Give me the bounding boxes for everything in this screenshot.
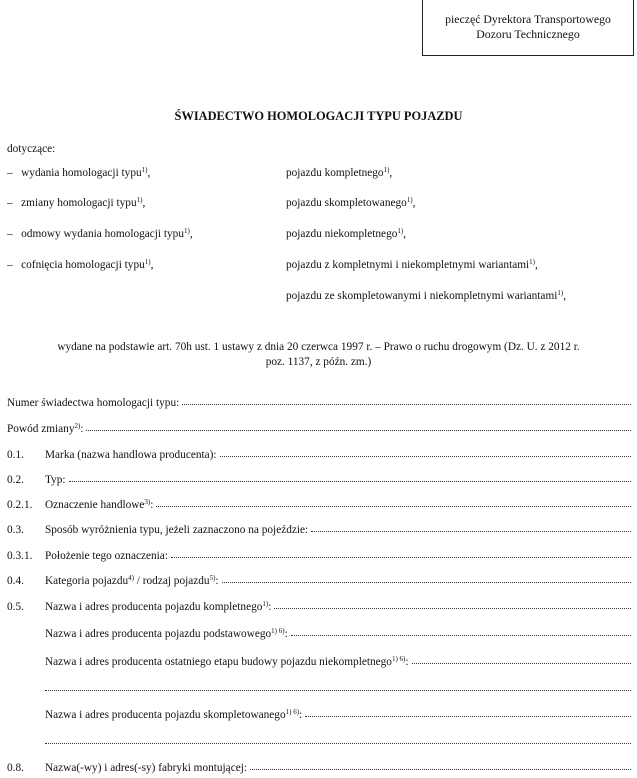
option-text: cofnięcia homologacji typu: [21, 259, 145, 271]
field-label: Nazwa i adres producenta pojazdu kompletnego$^{1)}$:: [45, 600, 272, 613]
footnote-ref: 1): [557, 289, 564, 297]
option-withdrawal: – cofnięcia homologacji typu$^{1)}$,: [7, 258, 154, 271]
fill-line[interactable]: [311, 530, 631, 532]
field-label: Numer świadectwa homologacji typu:: [7, 397, 180, 409]
fill-line-continuation[interactable]: [45, 742, 631, 744]
footnote-ref: 1): [136, 196, 143, 204]
fill-line[interactable]: [171, 556, 631, 558]
footnote-ref: 1) 6): [271, 627, 285, 635]
footnote-ref: 5): [209, 574, 216, 582]
fill-line[interactable]: [156, 505, 631, 507]
footnote-ref: 1): [144, 258, 151, 266]
field-label: Marka (nazwa handlowa producenta):: [45, 449, 217, 461]
field-assembly-plant[interactable]: [7, 763, 631, 774]
option-text: wydania homologacji typu: [21, 167, 142, 179]
option-completed-vehicle: pojazdu skompletowanego$^{1)}$,: [286, 196, 416, 209]
footnote-ref: 1): [397, 227, 404, 235]
fill-line[interactable]: [220, 455, 631, 457]
fill-line[interactable]: [412, 662, 631, 664]
director-seal-box: [422, 0, 634, 56]
fill-line[interactable]: [305, 715, 631, 717]
field-approval-number[interactable]: [7, 398, 631, 409]
footnote-ref: 3): [144, 498, 151, 506]
footnote-ref: 1): [141, 166, 148, 174]
option-issue: – wydania homologacji typu$^{1)}$,: [7, 166, 151, 179]
seal-line-1: pieczęć Dyrektora Transportowego: [445, 12, 611, 26]
field-final-stage-manufacturer[interactable]: [7, 657, 631, 668]
footnote-ref: 1) 6): [285, 708, 300, 716]
field-number: 0.8.: [7, 762, 24, 774]
legal-line-1: wydane na podstawie art. 70h ust. 1 ustawy z dnia 20 czerwca 1997 r. – Prawo o ruchu drogowym (Dz. U. z 2012 r.: [57, 341, 580, 353]
dash: –: [7, 167, 13, 179]
field-label: Nazwa i adres producenta pojazdu skompletowanego$^{1) 6)}$:: [45, 708, 303, 721]
dash: –: [7, 259, 13, 271]
option-mixed-variants: pojazdu z kompletnymi i niekompletnymi wariantami$^{1)}$,: [286, 258, 538, 271]
field-type-identification[interactable]: [7, 525, 631, 536]
field-completed-manufacturer[interactable]: [7, 710, 631, 721]
field-make[interactable]: [7, 450, 631, 461]
footnote-ref: 2): [74, 422, 81, 430]
field-label: Położenie tego oznaczenia:: [45, 550, 168, 562]
option-refusal: – odmowy wydania homologacji typu$^{1)}$,: [7, 227, 193, 240]
field-label: Typ:: [45, 474, 66, 486]
field-number: 0.3.1.: [7, 550, 33, 562]
fill-line[interactable]: [69, 480, 631, 482]
field-label: Nazwa i adres producenta ostatniego etapu budowy pojazdu niekompletnego$^{1) 6)}$:: [45, 655, 409, 668]
field-label: Powód zmiany$^{2)}$:: [7, 422, 84, 435]
field-type[interactable]: [7, 475, 631, 486]
field-complete-manufacturer[interactable]: [7, 602, 631, 613]
fill-line[interactable]: [86, 429, 631, 431]
field-label: Nazwa(-wy) i adres(-sy) fabryki montującej:: [45, 762, 248, 774]
field-number: 0.4.: [7, 575, 24, 587]
field-commercial-name[interactable]: [7, 500, 631, 511]
dash: –: [7, 197, 13, 209]
field-label: Kategoria pojazdu$^{4)}$ / rodzaj pojazdu$^{5)}$:: [45, 574, 219, 587]
footnote-ref: 1) 6): [391, 655, 406, 663]
dash: –: [7, 228, 13, 240]
fill-line[interactable]: [250, 768, 631, 770]
field-number: 0.1.: [7, 449, 24, 461]
field-label: Oznaczenie handlowe$^{3)}$:: [45, 498, 154, 511]
option-complete-vehicle: pojazdu kompletnego$^{1)}$,: [286, 166, 393, 179]
fill-line[interactable]: [274, 607, 631, 609]
fill-line[interactable]: [182, 403, 631, 405]
field-number: 0.5.: [7, 601, 24, 613]
field-number: 0.2.: [7, 474, 24, 486]
footnote-ref: 1): [406, 196, 413, 204]
option-text: odmowy wydania homologacji typu: [21, 228, 184, 240]
document-title: ŚWIADECTWO HOMOLOGACJI TYPU POJAZDU: [174, 109, 463, 123]
legal-line-2: poz. 1137, z późn. zm.): [265, 356, 372, 368]
legal-basis: [0, 340, 637, 370]
field-vehicle-category[interactable]: [7, 576, 631, 587]
footnote-ref: 4): [128, 574, 134, 582]
field-number: 0.3.: [7, 524, 24, 536]
option-incomplete-vehicle: pojazdu niekompletnego$^{1)}$,: [286, 227, 407, 240]
field-marking-location[interactable]: [7, 551, 631, 562]
footnote-ref: 1): [183, 227, 190, 235]
footnote-ref: 1): [529, 258, 535, 266]
option-text: zmiany homologacji typu: [21, 197, 137, 209]
seal-line-2: Dozoru Technicznego: [476, 27, 580, 41]
field-label: Sposób wyróżnienia typu, jeżeli zaznaczono na pojeździe:: [45, 524, 309, 536]
fill-line[interactable]: [291, 634, 631, 636]
intro-label: dotyczące:: [7, 143, 56, 155]
option-change: – zmiany homologacji typu$^{1)}$,: [7, 196, 146, 209]
field-base-manufacturer[interactable]: [7, 629, 631, 640]
footnote-ref: 1): [262, 600, 269, 608]
fill-line-continuation[interactable]: [45, 689, 631, 691]
field-label: Nazwa i adres producenta pojazdu podstawowego$^{1) 6)}$:: [45, 627, 288, 640]
option-completed-variants: pojazdu ze skompletowanymi i niekompletnymi wariantami$^{1)}$,: [286, 289, 567, 302]
field-number: 0.2.1.: [7, 499, 33, 511]
field-change-reason[interactable]: [7, 424, 631, 435]
footnote-ref: 1): [383, 166, 390, 174]
fill-line[interactable]: [222, 581, 631, 583]
